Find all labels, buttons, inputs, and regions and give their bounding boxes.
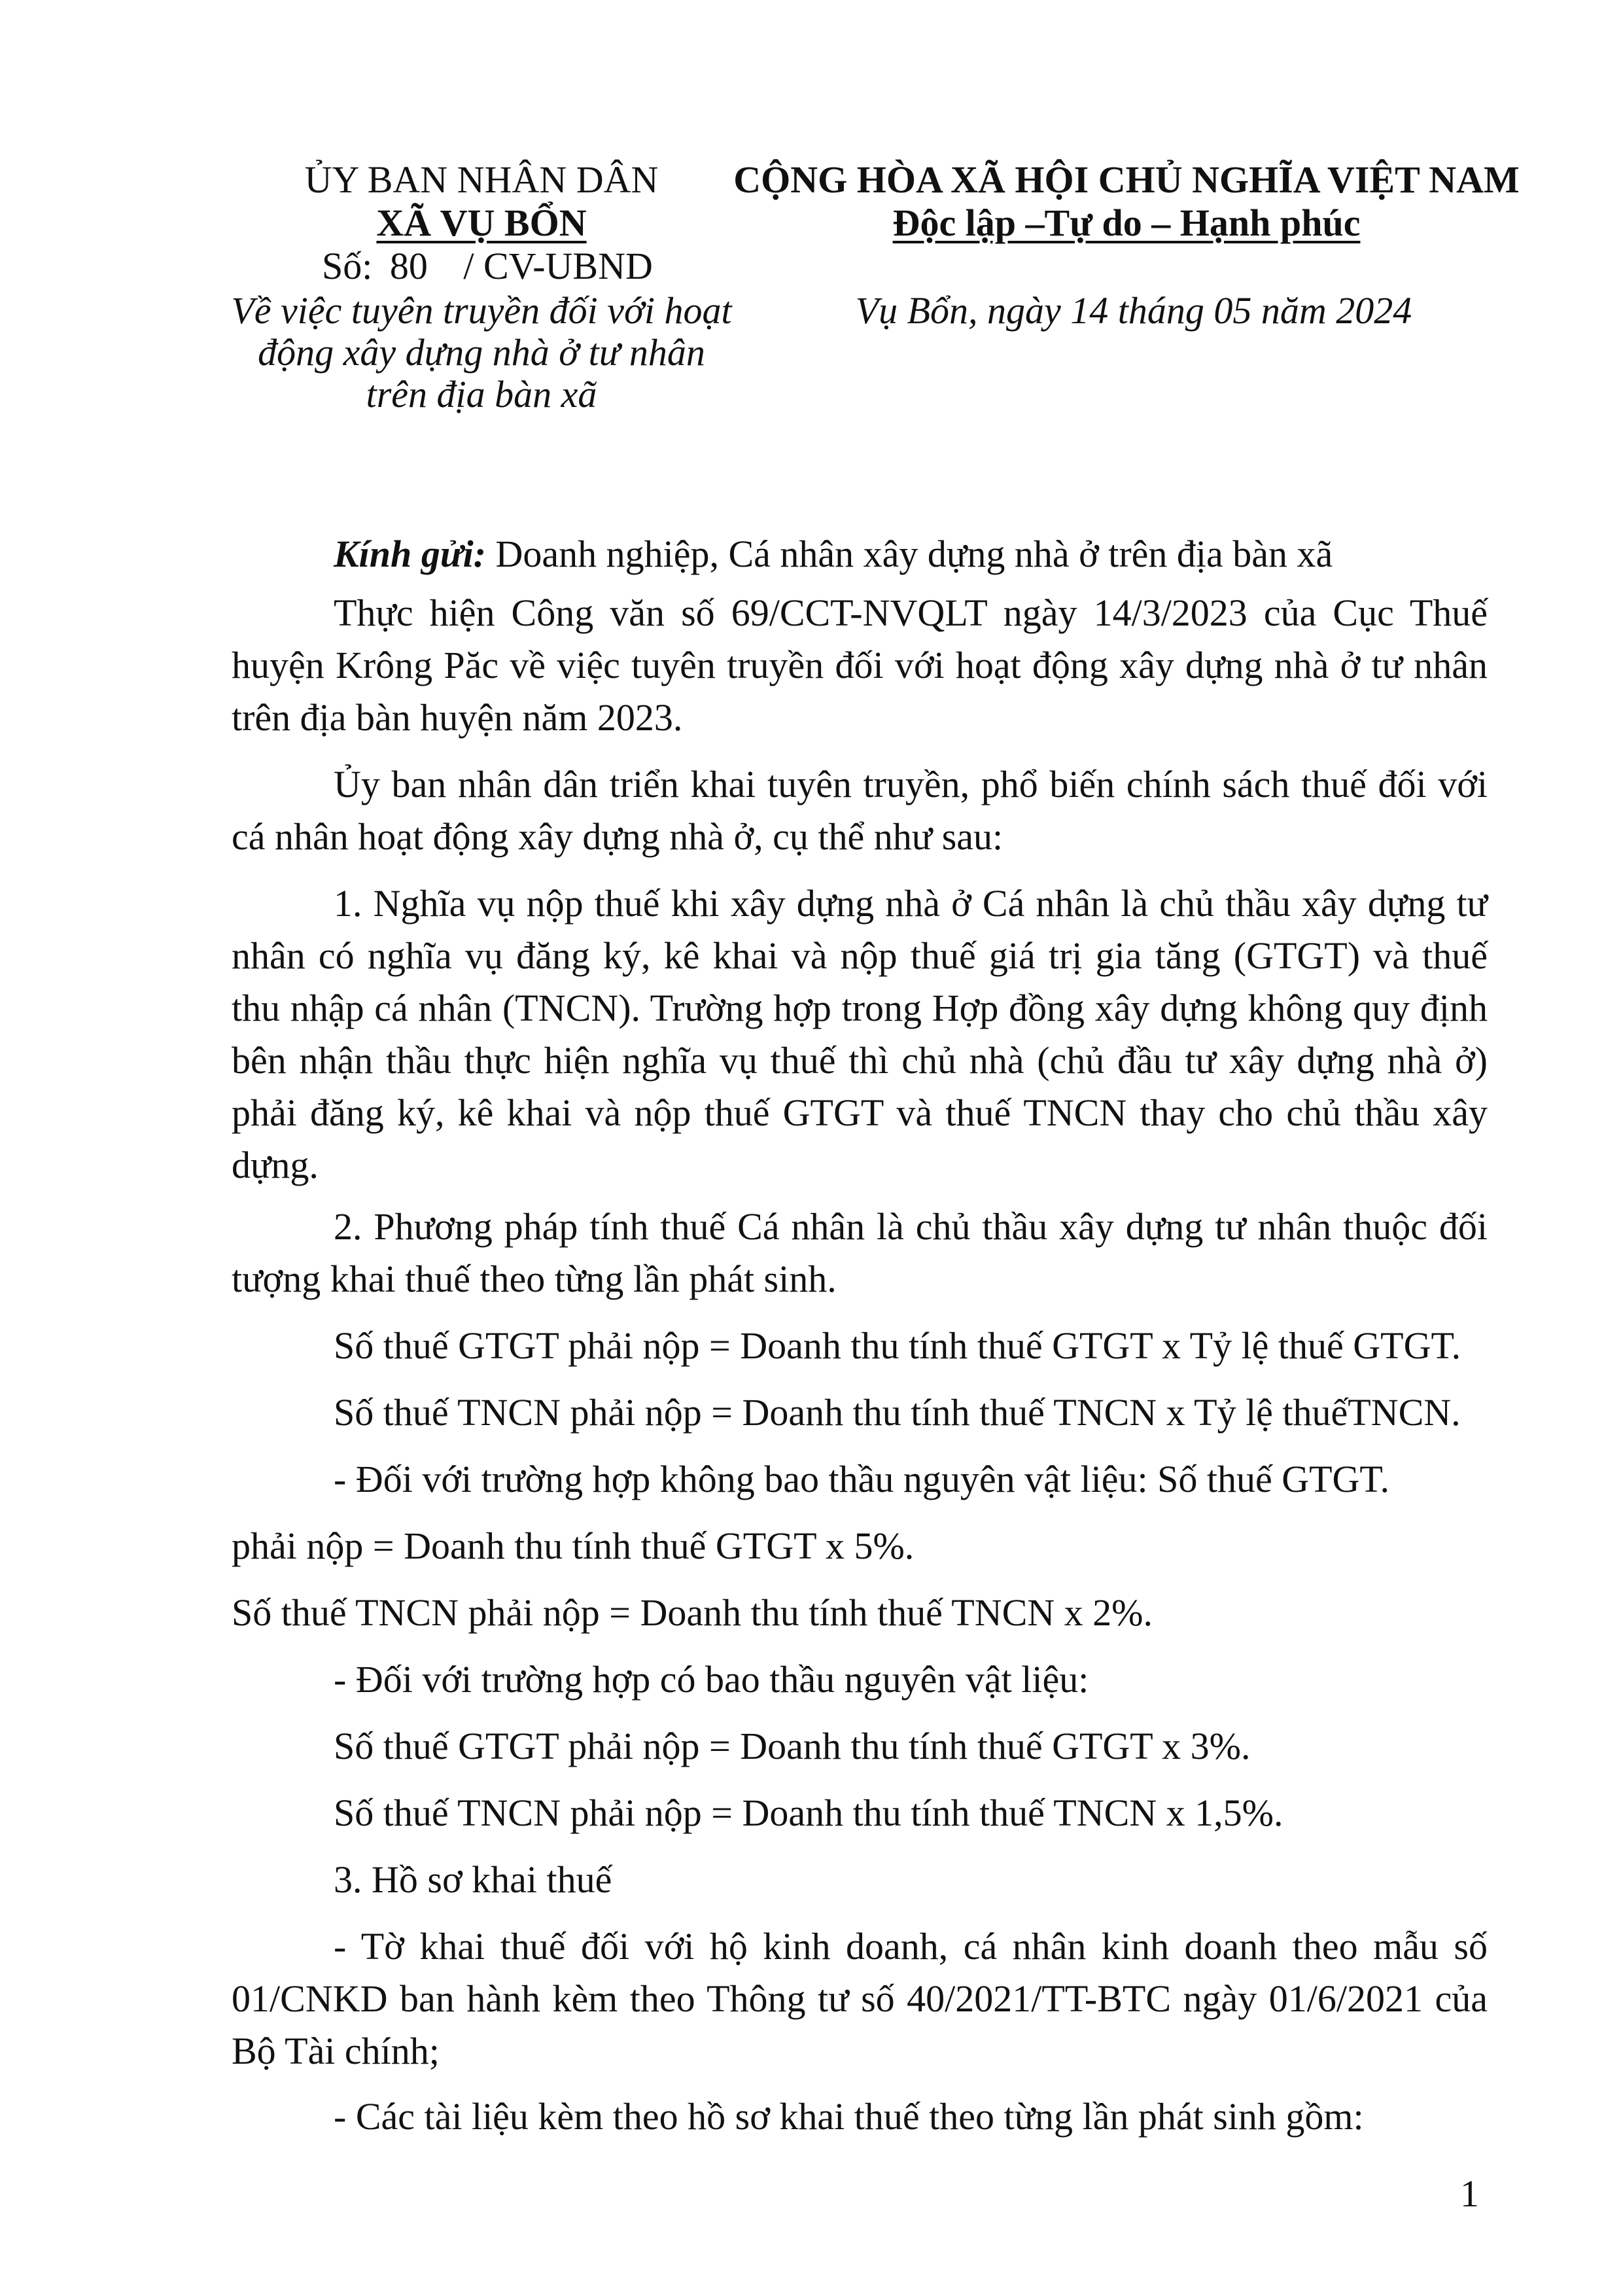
paragraph-3-line-6: dựng.	[232, 1144, 319, 1186]
paragraph-4-line-2: tượng khai thuế theo từng lần phát sinh.	[232, 1258, 837, 1300]
paragraph-6: - Các tài liệu kèm theo hồ sơ khai thuế theo từng lần phát sinh gồm:	[334, 2095, 1364, 2138]
paragraph-4-line-1: 2. Phương pháp tính thuế Cá nhân là chủ thầu xây dựng tư nhân thuộc đối	[334, 1205, 1488, 1248]
paragraph-5-line-1: - Tờ khai thuế đối với hộ kinh doanh, cá nhân kinh doanh theo mẫu số	[334, 1925, 1488, 1968]
doc-number-suffix: / CV-UBND	[463, 245, 653, 287]
commune-name: XÃ VỤ BỔN	[376, 202, 587, 244]
doc-number-value: 80	[389, 245, 428, 287]
case-1-title: - Đối với trường hợp không bao thầu nguyên vật liệu: Số thuế GTGT.	[334, 1458, 1390, 1500]
subject-line-1: Về việc tuyên truyền đối với hoạt	[231, 289, 732, 332]
case-2-title: - Đối với trường hợp có bao thầu nguyên vật liệu:	[334, 1658, 1089, 1701]
date-line: Vụ Bổn, ngày 14 tháng 05 năm 2024	[855, 289, 1412, 332]
issuing-authority: ỦY BAN NHÂN DÂN	[304, 158, 659, 201]
subject-line-3: trên địa bàn xã	[366, 373, 597, 415]
case-1-vat: phải nộp = Doanh thu tính thuế GTGT x 5%.	[232, 1525, 915, 1567]
section-3-title: 3. Hồ sơ khai thuế	[334, 1858, 612, 1901]
formula-pit: Số thuế TNCN phải nộp = Doanh thu tính thuế TNCN x Tỷ lệ thuếTNCN.	[334, 1391, 1461, 1434]
national-title: CỘNG HÒA XÃ HỘI CHỦ NGHĨA VIỆT NAM	[733, 158, 1520, 201]
paragraph-3-line-5: phải đăng ký, kê khai và nộp thuế GTGT và thuế TNCN thay cho chủ thầu xây	[232, 1091, 1488, 1134]
subject-line-2: động xây dựng nhà ở tư nhân	[258, 331, 705, 374]
recipient-line	[334, 535, 1333, 573]
document-number	[322, 247, 653, 285]
formula-vat: Số thuế GTGT phải nộp = Doanh thu tính thuế GTGT x Tỷ lệ thuế GTGT.	[334, 1324, 1461, 1367]
case-2-vat: Số thuế GTGT phải nộp = Doanh thu tính thuế GTGT x 3%.	[334, 1725, 1251, 1767]
paragraph-2-line-1: Ủy ban nhân dân triển khai tuyên truyền, phổ biến chính sách thuế đối với	[334, 763, 1488, 805]
paragraph-3-line-2: nhân có nghĩa vụ đăng ký, kê khai và nộp thuế giá trị gia tăng (GTGT) và thuế	[232, 934, 1488, 977]
paragraph-2-line-2: cá nhân hoạt động xây dựng nhà ở, cụ thể như sau:	[232, 815, 1003, 858]
paragraph-5-line-2: 01/CNKD ban hành kèm theo Thông tư số 40/2021/TT-BTC ngày 01/6/2021 của	[232, 1977, 1488, 2020]
case-1-pit: Số thuế TNCN phải nộp = Doanh thu tính thuế TNCN x 2%.	[232, 1591, 1153, 1634]
paragraph-3-line-3: thu nhập cá nhân (TNCN). Trường hợp trong Hợp đồng xây dựng không quy định	[232, 987, 1488, 1029]
paragraph-1-line-1: Thực hiện Công văn số 69/CCT-NVQLT ngày 14/3/2023 của Cục Thuế	[334, 592, 1488, 634]
case-2-pit: Số thuế TNCN phải nộp = Doanh thu tính thuế TNCN x 1,5%.	[334, 1792, 1283, 1834]
paragraph-3-line-1: 1. Nghĩa vụ nộp thuế khi xây dựng nhà ở Cá nhân là chủ thầu xây dựng tư	[334, 882, 1488, 925]
paragraph-1-line-2: huyện Krông Păc về việc tuyên truyền đối với hoạt động xây dựng nhà ở tư nhân	[232, 644, 1488, 686]
recipient-text: Doanh nghiệp, Cá nhân xây dựng nhà ở trên địa bàn xã	[495, 533, 1333, 575]
doc-number-prefix: Số:	[322, 245, 373, 287]
paragraph-3-line-4: bên nhận thầu thực hiện nghĩa vụ thuế thì chủ nhà (chủ đầu tư xây dựng nhà ở)	[232, 1039, 1488, 1082]
recipient-label: Kính gửi:	[334, 533, 486, 575]
paragraph-1-line-3: trên địa bàn huyện năm 2023.	[232, 696, 683, 739]
paragraph-5-line-3: Bộ Tài chính;	[232, 2030, 440, 2072]
page-number: 1	[1460, 2172, 1479, 2215]
national-motto: Độc lập –Tự do – Hạnh phúc	[892, 202, 1361, 244]
